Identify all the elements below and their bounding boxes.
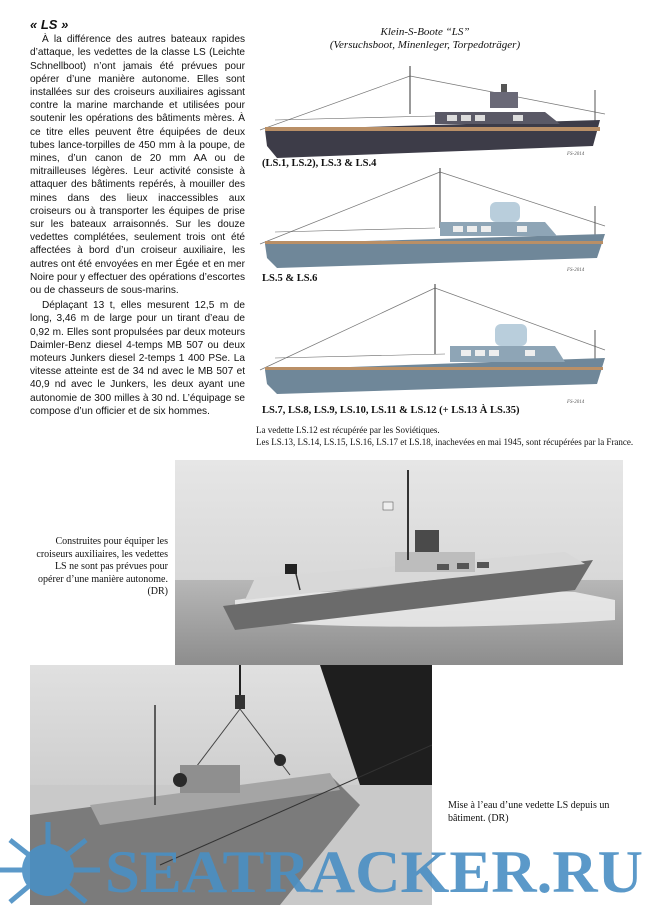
plate-signature-1: FS-2014: [567, 152, 585, 157]
ship-caption-3: LS.7, LS.8, LS.9, LS.10, LS.11 & LS.12 (+ LS.13 À LS.35): [262, 405, 520, 416]
watermark-logo: [0, 812, 655, 913]
plate-notes: [256, 424, 636, 448]
ship-profile-2: [255, 166, 615, 276]
note-line-2: Les LS.13, LS.14, LS.15, LS.16, LS.17 et LS.18, inachevées en mai 1945, sont récupérées par la France.: [256, 437, 634, 447]
plate-title-block: [300, 26, 550, 52]
photo-caption-2: Mise à l’eau d’une vedette LS depuis un bâtiment. (DR): [448, 800, 610, 824]
ship-caption-1: (LS.1, LS.2), LS.3 & LS.4: [262, 158, 377, 169]
article-paragraph-1: À la différence des autres bateaux rapides d’attaque, les vedettes de la classe LS (Leichte Schnellboot) n’ont jamais été prévues pour opérer d’une manière autonome. Elles sont installées sur des croiseurs auxiliaires agissant contre la marine marchande et utilisées pour soutenir les opérations des bâtiments mères. À ce titre elles peuvent être équipées de deux tubes lance-torpilles de 450 mm à la poupe, de mines, d’un canon de 20 mm AA ou de mitrailleuses légères. Leur activité consiste à attaquer des bâtiments repérés, à mouiller des mines dans des lieux inaccessibles aux croiseurs ou à transporter les équipes de prise sur les bateaux arraisonnés. Sur les douze vedettes complétées, seulement trois ont été affectées à bord d’un croiseur auxiliaire, les autres ont été envoyées en mer Égée et en mer Noire pour y effectuer des opérations d’escortes ou de chasseurs de sous-marins.: [30, 34, 245, 297]
article-column: [30, 18, 245, 418]
note-line-1: La vedette LS.12 est récupérée par les Soviétiques.: [256, 425, 440, 435]
photo-vedette-underway: [175, 460, 623, 665]
ship-caption-2: LS.5 & LS.6: [262, 273, 318, 284]
photo-caption-1: Construites pour équiper les croiseurs auxiliaires, les vedettes LS ne sont pas prévues pour opérer d’une manière autonome. (DR): [36, 536, 168, 597]
ship-profile-3: [255, 282, 615, 402]
plate-subtitle: (Versuchsboot, Minenleger, Torpedoträger): [329, 39, 521, 51]
plate-title: Klein-S-Boote “LS”: [380, 26, 470, 38]
ship-profile-1: [255, 58, 615, 163]
plate-signature-3: FS-2014: [567, 400, 585, 405]
article-heading: « LS »: [30, 17, 69, 32]
article-paragraph-2: Déplaçant 13 t, elles mesurent 12,5 m de long, 3,46 m de large pour un tirant d’eau de 0,92 m. Elles sont propulsées par deux moteurs Daimler-Benz diesel 4-temps MB 507 ou deux moteurs Junkers diesel 2-temps 1 400 PSe. La vitesse atteinte est de 34 nd avec le MB 507 et 40,9 nd avec le Junkers, les deux ayant une autonomie de 300 milles à 30 nd. L’équipage se compose d’un officier et de six hommes.: [30, 300, 245, 417]
watermark-text: SEATRACKER.RU: [105, 839, 643, 905]
plate-signature-2: FS-2014: [567, 268, 585, 273]
